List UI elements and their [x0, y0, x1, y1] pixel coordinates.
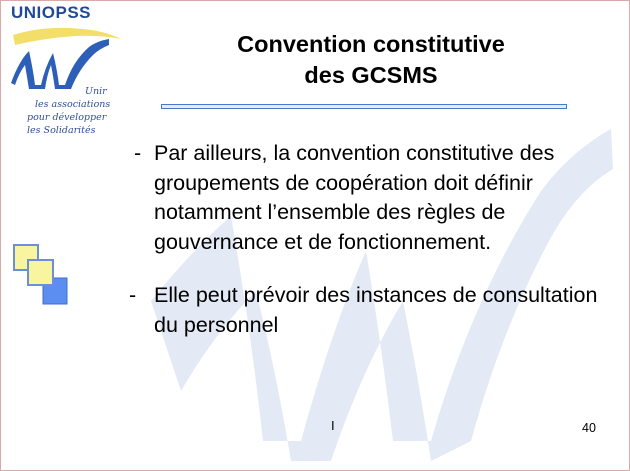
- bullet-dash: -: [134, 141, 142, 165]
- slide-body: [126, 139, 616, 340]
- footer-mark: I: [331, 418, 335, 433]
- bullet-item: [126, 281, 616, 340]
- slide-title-line-1: Convention constitutive: [237, 31, 505, 57]
- bullet-text: Elle peut prévoir des instances de consultation du personnel: [154, 283, 598, 337]
- bullet-text: Par ailleurs, la convention constitutive des groupements de coopération doit définir notamment l’ensemble des règles de gouvernance et de fonctionnement.: [154, 141, 555, 254]
- page-number: 40: [582, 421, 596, 435]
- title-divider: [161, 104, 567, 109]
- logo-name: UNIOPSS: [11, 3, 92, 22]
- slide-title: [166, 29, 576, 91]
- bullet-item: [126, 139, 616, 257]
- logo-tagline-line: Unir: [85, 86, 107, 97]
- slide-title-line-2: des GCSMS: [304, 62, 438, 88]
- logo-tagline: [27, 85, 127, 137]
- logo-mark-icon: [5, 21, 125, 91]
- uniopss-logo: [5, 3, 135, 151]
- logo-tagline-line: pour développer: [27, 112, 107, 123]
- decorative-squares-icon: [13, 244, 73, 309]
- logo-tagline-line: les associations: [35, 99, 111, 110]
- bullet-dash: -: [129, 283, 137, 307]
- logo-tagline-line: les Solidarités: [27, 125, 96, 136]
